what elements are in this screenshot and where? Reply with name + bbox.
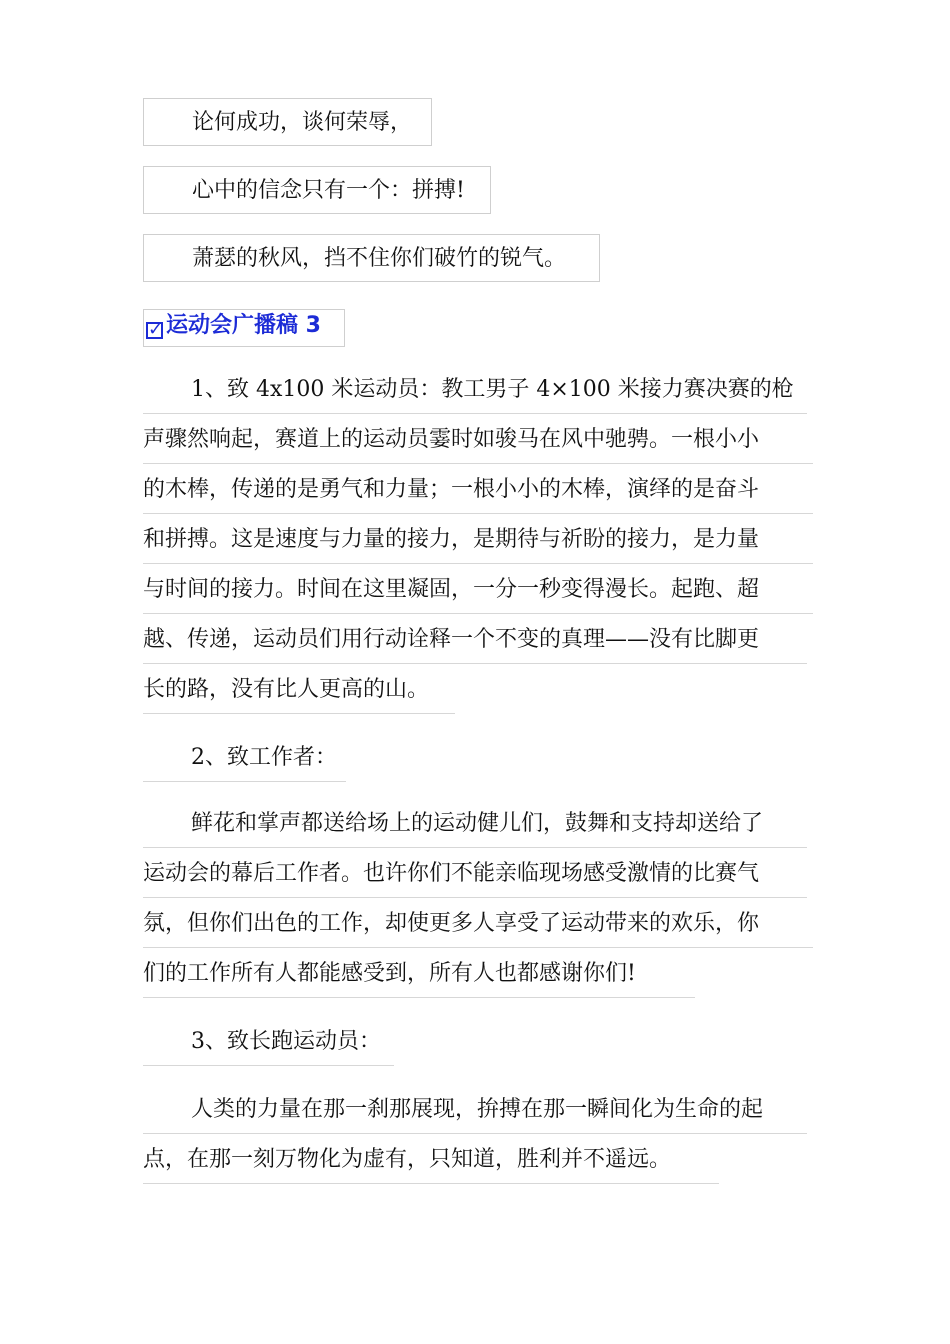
paragraph-line	[143, 1086, 807, 1134]
paragraph-line-text: 人类的力量在那一刹那展现，拚搏在那一瞬间化为生命的起	[191, 1097, 764, 1122]
paragraph-line-text: 点，在那一刻万物化为虚有，只知道，胜利并不遥远。	[143, 1147, 672, 1172]
paragraph-line	[143, 950, 695, 998]
paragraph-line	[143, 850, 807, 898]
poem-line-text: 论何成功，谈何荣辱，	[192, 110, 413, 135]
section-title-text: 3、致长跑运动员：	[191, 1029, 381, 1054]
paragraph-line	[143, 800, 807, 848]
paragraph-line-text: 的木棒，传递的是勇气和力量；一根小小的木棒，演绎的是奋斗	[143, 477, 760, 502]
poem-line	[143, 166, 491, 214]
heading-text: 运动会广播稿 3	[166, 313, 321, 338]
paragraph-line-text: 运动会的幕后工作者。也许你们不能亲临现场感受激情的比赛气	[143, 861, 760, 886]
paragraph-line	[143, 366, 807, 414]
paragraph-line-text: 和拼搏。这是速度与力量的接力，是期待与祈盼的接力，是力量	[143, 527, 760, 552]
paragraph-line-text: 氛，但你们出色的工作，却使更多人享受了运动带来的欢乐，你	[143, 911, 760, 936]
paragraph-line	[143, 616, 807, 664]
paragraph-line-text: 们的工作所有人都能感受到，所有人也都感谢你们!	[143, 961, 636, 986]
paragraph-line	[143, 466, 813, 514]
paragraph-line	[143, 1136, 719, 1184]
paragraph-line	[143, 516, 813, 564]
paragraph-line-text: 越、传递，运动员们用行动诠释一个不变的真理——没有比脚更	[143, 627, 760, 652]
section-title	[143, 1018, 394, 1066]
section-title-text: 2、致工作者：	[191, 745, 337, 770]
paragraph-line	[143, 566, 813, 614]
paragraph-line-text: 1、致 4x100 米运动员：教工男子 4×100 米接力赛决赛的枪	[191, 377, 794, 402]
paragraph-line	[143, 416, 813, 464]
paragraph-line-text: 与时间的接力。时间在这里凝固，一分一秒变得漫长。起跑、超	[143, 577, 760, 602]
poem-line	[143, 234, 600, 282]
checkbox-checked-icon: ✓	[148, 319, 164, 340]
poem-line-text: 心中的信念只有一个：拼搏!	[192, 178, 465, 203]
paragraph-line-text: 长的路，没有比人更高的山。	[143, 677, 430, 702]
poem-line	[143, 98, 432, 146]
section-title	[143, 734, 346, 782]
paragraph-line	[143, 666, 455, 714]
paragraph-line-text: 鲜花和掌声都送给场上的运动健儿们，鼓舞和支持却送给了	[191, 811, 764, 836]
paragraph-line	[143, 900, 813, 948]
section-heading	[143, 309, 345, 347]
paragraph-line-text: 声骤然响起，赛道上的运动员霎时如骏马在风中驰骋。一根小小	[143, 427, 760, 452]
poem-line-text: 萧瑟的秋风，挡不住你们破竹的锐气。	[192, 246, 567, 271]
